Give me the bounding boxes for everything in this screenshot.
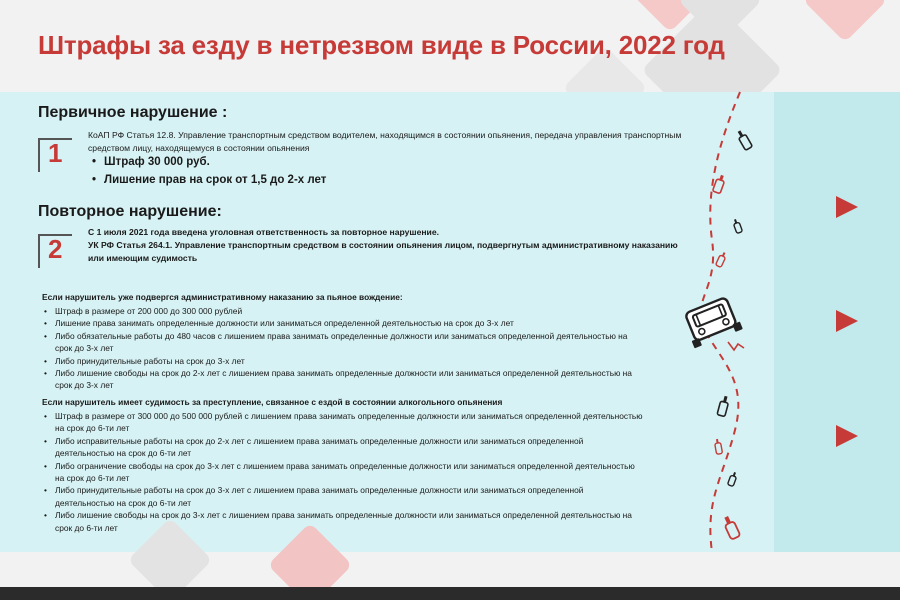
list-item: • Либо обязательные работы до 480 часов с лишением права занимать определенные должности или заниматься определенной деятельностью на срок до 3-х лет — [44, 330, 644, 355]
bottle-icon — [717, 395, 730, 416]
repeat-number: 2 — [48, 234, 63, 264]
list-item: • Лишение права занимать определенные должности или заниматься определенной деятельностью на срок до 3-х лет — [44, 317, 644, 329]
crashed-car-icon — [681, 296, 743, 349]
list-item: • Штраф в размере от 200 000 до 300 000 рублей — [44, 305, 644, 317]
primary-bullet: • Лишение прав на срок от 1,5 до 2-х лет — [92, 174, 326, 186]
list-item: • Либо лишение свободы на срок до 3-х лет с лишением права занимать определенные должности или заниматься определенной деятельностью на срок до 6-ти лет — [44, 509, 644, 534]
crash-mark — [728, 342, 744, 350]
bottle-icon — [712, 174, 726, 194]
repeat-line: УК РФ Статья 264.1. Управление транспортным средством в состоянии опьянения лицом, подвергнутым административному наказанию или имеющим судимость — [88, 240, 678, 263]
repeat-line: С 1 июля 2021 года введена уголовная ответственность за повторное нарушение. — [88, 227, 440, 237]
list-item: • Либо исправительные работы на срок до 2-х лет с лишением права занимать определенные должности или заниматься определенной деятельностью на срок до 6-ти лет — [44, 435, 644, 460]
list-item: • Либо принудительные работы на срок до 3-х лет с лишением права занимать определенные должности или заниматься определенной деятельностью на срок до 6-ти лет — [44, 484, 644, 509]
play-arrow-icon — [836, 196, 858, 218]
primary-number: 1 — [48, 138, 63, 168]
section-admin-title: Если нарушитель уже подвергся административному наказанию за пьяное вождение: — [42, 292, 403, 302]
bottle-icon — [732, 218, 742, 233]
list-item: • Либо ограничение свободы на срок до 3-х лет с лишением права занимать определенные должности или заниматься определенной деятельностью на срок до 6-ти лет — [44, 460, 644, 485]
bottle-icon — [727, 471, 737, 486]
bottle-icon — [736, 129, 753, 150]
page-title: Штрафы за езду в нетрезвом виде в России, 2022 год — [38, 30, 725, 60]
primary-heading: Первичное нарушение : — [38, 104, 228, 121]
bottle-icon — [722, 515, 741, 540]
bottle-icon — [714, 439, 723, 455]
list-item: • Либо принудительные работы на срок до 3-х лет — [44, 355, 644, 367]
list-item: • Либо лишение свободы на срок до 2-х лет с лишением права занимать определенные должности или заниматься определенной деятельностью на срок до 3-х лет — [44, 367, 644, 392]
bottle-icon — [715, 251, 727, 267]
play-arrow-icon — [836, 310, 858, 332]
play-arrow-icon — [836, 425, 858, 447]
primary-text: КоАП РФ Статья 12.8. Управление транспортным средством водителем, находящимся в состоянии опьянения, передача управления транспортным средством лицу, находящемуся в состоянии опьянения — [88, 130, 682, 153]
section-crime-title: Если нарушитель имеет судимость за преступление, связанное с ездой в состоянии алкогольного опьянения — [42, 397, 503, 407]
repeat-heading: Повторное нарушение: — [38, 203, 222, 220]
primary-bullet: • Штраф 30 000 руб. — [92, 156, 210, 168]
list-item: • Штраф в размере от 300 000 до 500 000 рублей с лишением права занимать определенные должности или заниматься определенной деятельностью на срок до 6-ти лет — [44, 410, 644, 435]
